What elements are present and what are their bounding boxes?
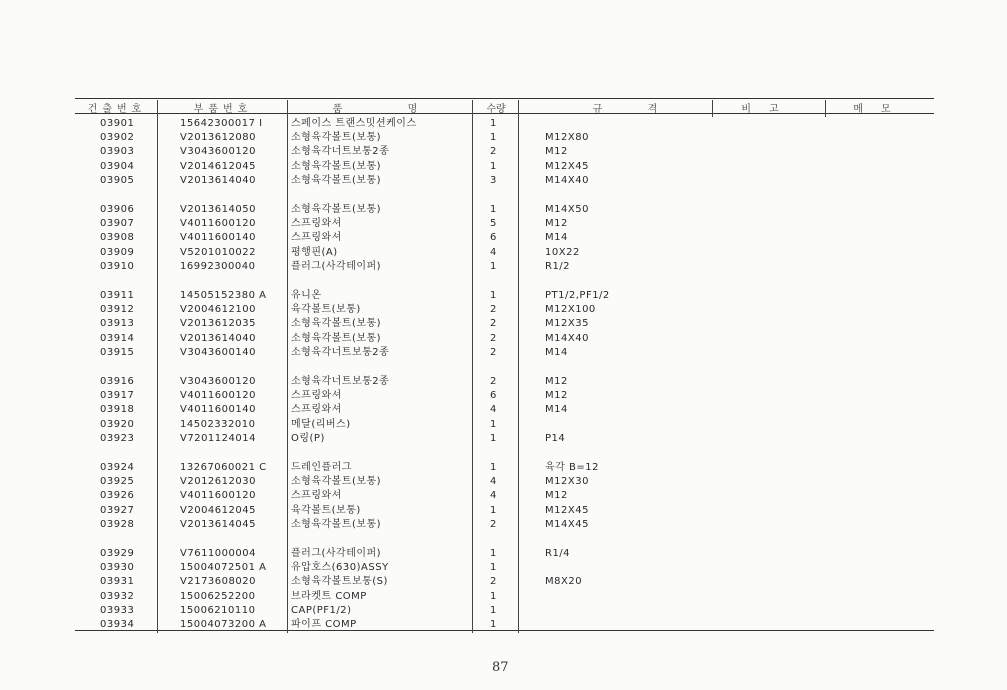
cell-no: 03924 <box>100 462 135 473</box>
header-spec-b: 격 <box>647 104 663 115</box>
cell-no: 03929 <box>100 548 135 559</box>
cell-name: 드레인플러그 <box>291 462 352 473</box>
cell-no: 03925 <box>100 476 135 488</box>
cell-no: 03930 <box>100 562 135 574</box>
cell-part-no: V2014612045 <box>180 160 256 172</box>
header-top-rule <box>75 98 934 99</box>
table-row <box>0 303 1007 317</box>
cell-qty: 1 <box>490 118 497 129</box>
cell-no: 03934 <box>100 619 135 630</box>
header-qty: 수량 <box>486 104 506 115</box>
cell-no: 03904 <box>100 160 135 172</box>
cell-qty: 1 <box>490 132 497 144</box>
cell-qty: 4 <box>490 246 497 258</box>
header-memo: 메모 <box>853 104 909 115</box>
cell-no: 03901 <box>100 118 135 129</box>
cell-spec: R1/2 <box>545 260 571 272</box>
cell-qty: 3 <box>490 174 497 186</box>
cell-spec: M12 <box>545 490 568 502</box>
table-row <box>0 461 1007 475</box>
cell-name: 소형육각너트보통2종 <box>291 346 390 358</box>
table-row <box>0 346 1007 360</box>
header-part-no: 부품번호 <box>193 104 253 115</box>
cell-no: 03926 <box>100 490 135 502</box>
table-row <box>0 174 1007 188</box>
table-row <box>0 618 1007 632</box>
cell-spec: M12 <box>545 146 568 158</box>
header-spec-a: 규 <box>592 104 608 115</box>
cell-no: 03910 <box>100 260 135 272</box>
cell-spec: R1/4 <box>545 548 571 559</box>
cell-name: 소형육각볼트(보통) <box>291 332 382 344</box>
cell-part-no: V7611000004 <box>180 548 256 559</box>
cell-qty: 1 <box>490 604 497 616</box>
cell-part-no: V4011600140 <box>180 404 256 416</box>
cell-no: 03907 <box>100 218 135 230</box>
table-row <box>0 389 1007 403</box>
cell-qty: 6 <box>490 232 497 244</box>
cell-qty: 1 <box>490 290 497 301</box>
cell-qty: 5 <box>490 218 497 230</box>
table-row <box>0 260 1007 274</box>
cell-name: 브라켓트 COMP <box>291 590 367 602</box>
cell-spec: 육각 B=12 <box>545 462 599 473</box>
cell-no: 03909 <box>100 246 135 258</box>
table-row <box>0 375 1007 389</box>
cell-qty: 1 <box>490 160 497 172</box>
cell-name: 소형육각너트보통2종 <box>291 376 390 387</box>
cell-no: 03923 <box>100 432 135 444</box>
cell-spec: P14 <box>545 432 566 444</box>
cell-part-no: 15642300017 I <box>180 118 263 129</box>
cell-name: 스페이스 트랜스밋션케이스 <box>291 118 417 129</box>
cell-name: 소형육각볼트(보통) <box>291 204 382 215</box>
cell-part-no: V2013612080 <box>180 132 256 144</box>
table-row <box>0 246 1007 260</box>
cell-qty: 1 <box>490 432 497 444</box>
cell-part-no: V2173608020 <box>180 576 256 588</box>
cell-no: 03915 <box>100 346 135 358</box>
cell-part-no: 14502332010 <box>180 418 256 430</box>
cell-spec: 10X22 <box>545 246 580 258</box>
header-no: 건출번호 <box>87 104 147 115</box>
cell-no: 03933 <box>100 604 135 616</box>
cell-qty: 1 <box>490 504 497 516</box>
table-row <box>0 518 1007 532</box>
cell-spec: M12 <box>545 218 568 230</box>
cell-no: 03927 <box>100 504 135 516</box>
cell-part-no: V2013612035 <box>180 318 256 330</box>
cell-name: 소형육각볼트(보통) <box>291 318 382 330</box>
table-row <box>0 504 1007 518</box>
table-row <box>0 231 1007 245</box>
cell-part-no: V4011600120 <box>180 218 256 230</box>
table-row <box>0 432 1007 446</box>
cell-name: 스프링와셔 <box>291 218 342 230</box>
cell-spec: M14 <box>545 404 568 416</box>
cell-spec: M8X20 <box>545 576 583 588</box>
cell-spec: M12X30 <box>545 476 589 488</box>
cell-part-no: V2013614040 <box>180 332 256 344</box>
table-row <box>0 203 1007 217</box>
cell-name: 육각볼트(보통) <box>291 504 361 516</box>
cell-name: 소형육각볼트(보통) <box>291 476 382 488</box>
cell-spec: M12 <box>545 390 568 402</box>
table-row <box>0 317 1007 331</box>
cell-spec: M12X35 <box>545 318 589 330</box>
cell-no: 03917 <box>100 390 135 402</box>
cell-name: 메달(리버스) <box>291 418 351 430</box>
cell-spec: M12X45 <box>545 160 589 172</box>
table-row <box>0 217 1007 231</box>
cell-name: 소형육각볼트(보통) <box>291 132 382 144</box>
cell-qty: 1 <box>490 204 497 215</box>
cell-part-no: 13267060021 C <box>180 462 267 473</box>
cell-part-no: 15006252200 <box>180 590 256 602</box>
table-row <box>0 403 1007 417</box>
cell-name: 플러그(사각테이퍼) <box>291 548 382 559</box>
cell-name: 소형육각볼트보통(S) <box>291 576 388 588</box>
cell-name: 유압호스(630)ASSY <box>291 562 389 574</box>
cell-part-no: V3043600140 <box>180 346 256 358</box>
table-row <box>0 561 1007 575</box>
cell-no: 03912 <box>100 304 135 316</box>
cell-spec: M14 <box>545 346 568 358</box>
cell-name: 소형육각너트보통2종 <box>291 146 390 158</box>
cell-qty: 1 <box>490 619 497 630</box>
cell-name: 스프링와셔 <box>291 404 342 416</box>
cell-part-no: V4011600120 <box>180 490 256 502</box>
cell-spec: M12X100 <box>545 304 596 316</box>
cell-spec: M14 <box>545 232 568 244</box>
table-row <box>0 604 1007 618</box>
cell-qty: 2 <box>490 146 497 158</box>
cell-qty: 1 <box>490 548 497 559</box>
cell-name: 플러그(사각테이퍼) <box>291 260 382 272</box>
cell-no: 03905 <box>100 174 135 186</box>
cell-no: 03916 <box>100 376 135 387</box>
cell-qty: 2 <box>490 518 497 530</box>
cell-part-no: V4011600120 <box>180 390 256 402</box>
cell-qty: 1 <box>490 562 497 574</box>
cell-name: 소형육각볼트(보통) <box>291 160 382 172</box>
cell-name: 파이프 COMP <box>291 619 357 630</box>
cell-part-no: V2004612045 <box>180 504 256 516</box>
cell-spec: M14X40 <box>545 332 589 344</box>
cell-no: 03914 <box>100 332 135 344</box>
table-row <box>0 418 1007 432</box>
header-remark: 비고 <box>741 104 797 115</box>
cell-qty: 2 <box>490 332 497 344</box>
cell-no: 03911 <box>100 290 135 301</box>
cell-part-no: V3043600120 <box>180 146 256 158</box>
cell-no: 03920 <box>100 418 135 430</box>
cell-part-no: 15004072501 A <box>180 562 267 574</box>
cell-name: 소형육각볼트(보통) <box>291 518 382 530</box>
header-name-a: 품 <box>332 104 348 115</box>
cell-part-no: 14505152380 A <box>180 290 267 301</box>
cell-part-no: V2004612100 <box>180 304 256 316</box>
cell-part-no: V7201124014 <box>180 432 256 444</box>
cell-name: 스프링와셔 <box>291 232 342 244</box>
cell-name: CAP(PF1/2) <box>291 604 352 616</box>
table-row <box>0 475 1007 489</box>
cell-qty: 1 <box>490 418 497 430</box>
cell-spec: M14X45 <box>545 518 589 530</box>
cell-qty: 4 <box>490 404 497 416</box>
table-row <box>0 547 1007 561</box>
cell-part-no: 16992300040 <box>180 260 256 272</box>
cell-no: 03932 <box>100 590 135 602</box>
cell-no: 03928 <box>100 518 135 530</box>
cell-part-no: V3043600120 <box>180 376 256 387</box>
table-row <box>0 332 1007 346</box>
cell-spec: M14X50 <box>545 204 589 215</box>
cell-no: 03913 <box>100 318 135 330</box>
table-row <box>0 289 1007 303</box>
cell-qty: 2 <box>490 318 497 330</box>
cell-part-no: 15004073200 A <box>180 619 267 630</box>
col-divider <box>825 100 826 117</box>
cell-name: 소형육각볼트(보통) <box>291 174 382 186</box>
table-row <box>0 160 1007 174</box>
cell-name: O링(P) <box>291 432 325 444</box>
table-row <box>0 590 1007 604</box>
cell-part-no: V5201010022 <box>180 246 256 258</box>
cell-qty: 4 <box>490 490 497 502</box>
page-number: 87 <box>492 660 509 675</box>
cell-name: 스프링와셔 <box>291 490 342 502</box>
cell-name: 육각볼트(보통) <box>291 304 361 316</box>
cell-spec: M12 <box>545 376 568 387</box>
cell-no: 03902 <box>100 132 135 144</box>
cell-part-no: V4011600140 <box>180 232 256 244</box>
cell-part-no: V2013614045 <box>180 518 256 530</box>
cell-qty: 2 <box>490 346 497 358</box>
table-row <box>0 575 1007 589</box>
header-name-b: 명 <box>407 104 423 115</box>
cell-name: 스프링와셔 <box>291 390 342 402</box>
cell-qty: 6 <box>490 390 497 402</box>
cell-qty: 1 <box>490 590 497 602</box>
cell-qty: 2 <box>490 576 497 588</box>
cell-qty: 1 <box>490 462 497 473</box>
table-row <box>0 131 1007 145</box>
cell-spec: M12X45 <box>545 504 589 516</box>
cell-no: 03918 <box>100 404 135 416</box>
cell-spec: M12X80 <box>545 132 589 144</box>
cell-no: 03908 <box>100 232 135 244</box>
cell-no: 03903 <box>100 146 135 158</box>
cell-no: 03906 <box>100 204 135 215</box>
cell-name: 유니온 <box>291 290 322 301</box>
table-row <box>0 117 1007 131</box>
cell-spec: PT1/2,PF1/2 <box>545 290 610 301</box>
cell-part-no: 15006210110 <box>180 604 256 616</box>
table-row <box>0 145 1007 159</box>
cell-no: 03931 <box>100 576 135 588</box>
cell-qty: 2 <box>490 376 497 387</box>
table-row <box>0 489 1007 503</box>
cell-spec: M14X40 <box>545 174 589 186</box>
cell-part-no: V2013614040 <box>180 174 256 186</box>
cell-part-no: V2013614050 <box>180 204 256 215</box>
cell-qty: 1 <box>490 260 497 272</box>
cell-qty: 2 <box>490 304 497 316</box>
cell-qty: 4 <box>490 476 497 488</box>
cell-name: 평행핀(A) <box>291 246 338 258</box>
col-divider <box>712 100 713 117</box>
cell-part-no: V2012612030 <box>180 476 256 488</box>
